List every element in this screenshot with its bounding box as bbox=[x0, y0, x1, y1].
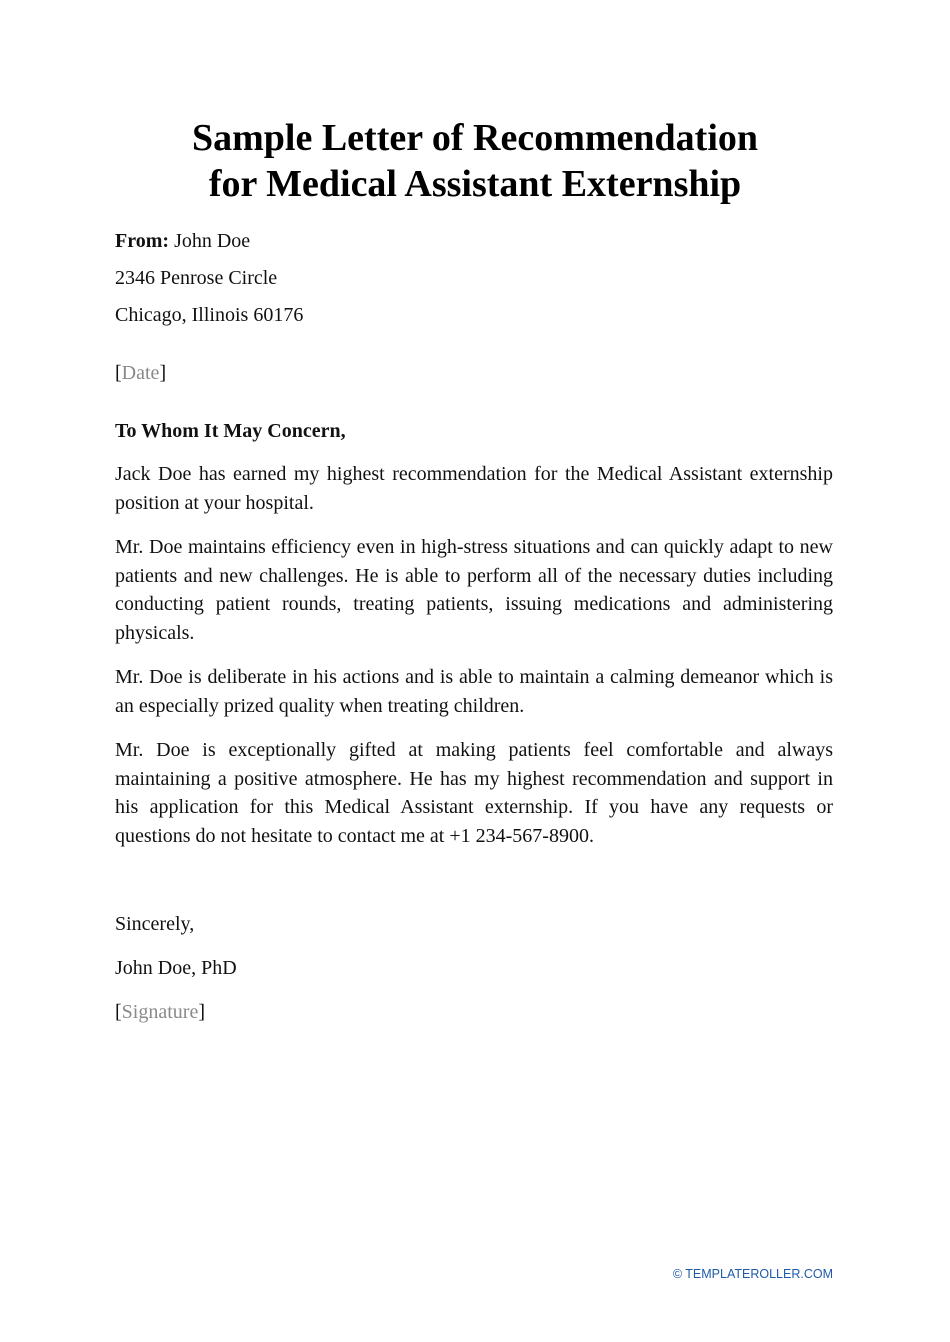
signature-bracket-close: ] bbox=[198, 1001, 205, 1023]
sender-name: John Doe bbox=[174, 230, 251, 252]
signature-placeholder bbox=[115, 1000, 205, 1024]
templateroller-link[interactable]: TEMPLATEROLLER.COM bbox=[685, 1267, 833, 1281]
date-placeholder-text: Date bbox=[121, 362, 160, 384]
date-bracket-open: [ bbox=[115, 362, 122, 384]
body-paragraph-3: Mr. Doe is deliberate in his actions and is able to maintain a calming demeanor which is an especially prized quality when treating children. bbox=[115, 666, 833, 717]
date-bracket-close: ] bbox=[159, 362, 167, 384]
date-placeholder bbox=[115, 361, 166, 385]
body-paragraph-2: Mr. Doe maintains efficiency even in high-stress situations and can quickly adapt to new patients and new challenges. He is able to perform all of the necessary duties including conducting patient rounds, treating patients, issuing medications and administering physicals. bbox=[115, 536, 833, 644]
sender-from-line bbox=[115, 229, 250, 253]
copyright-icon: © bbox=[672, 1267, 683, 1281]
title-line-1: Sample Letter of Recommendation bbox=[191, 117, 759, 159]
body-paragraph-4: Mr. Doe is exceptionally gifted at making patients feel comfortable and always maintaining a positive atmosphere. He has my highest recommendation and support in his application for this Medical Assistant externship. If you have any requests or questions do not hesitate to contact me at +1 234-567-8900. bbox=[115, 739, 833, 847]
closing: Sincerely, bbox=[115, 913, 195, 935]
footer-credit bbox=[673, 1266, 833, 1282]
from-label: From: bbox=[115, 230, 170, 252]
title-line-2: for Medical Assistant Externship bbox=[208, 163, 742, 205]
signer-name: John Doe, PhD bbox=[115, 957, 237, 979]
signature-placeholder-text: Signature bbox=[121, 1001, 199, 1023]
body-paragraph-1: Jack Doe has earned my highest recommendation for the Medical Assistant externship position at your hospital. bbox=[115, 463, 833, 514]
signature-bracket-open: [ bbox=[115, 1001, 122, 1023]
salutation: To Whom It May Concern, bbox=[115, 420, 346, 442]
sender-city: Chicago, Illinois 60176 bbox=[115, 304, 304, 326]
sender-street: 2346 Penrose Circle bbox=[115, 267, 278, 289]
document-title bbox=[0, 115, 950, 207]
